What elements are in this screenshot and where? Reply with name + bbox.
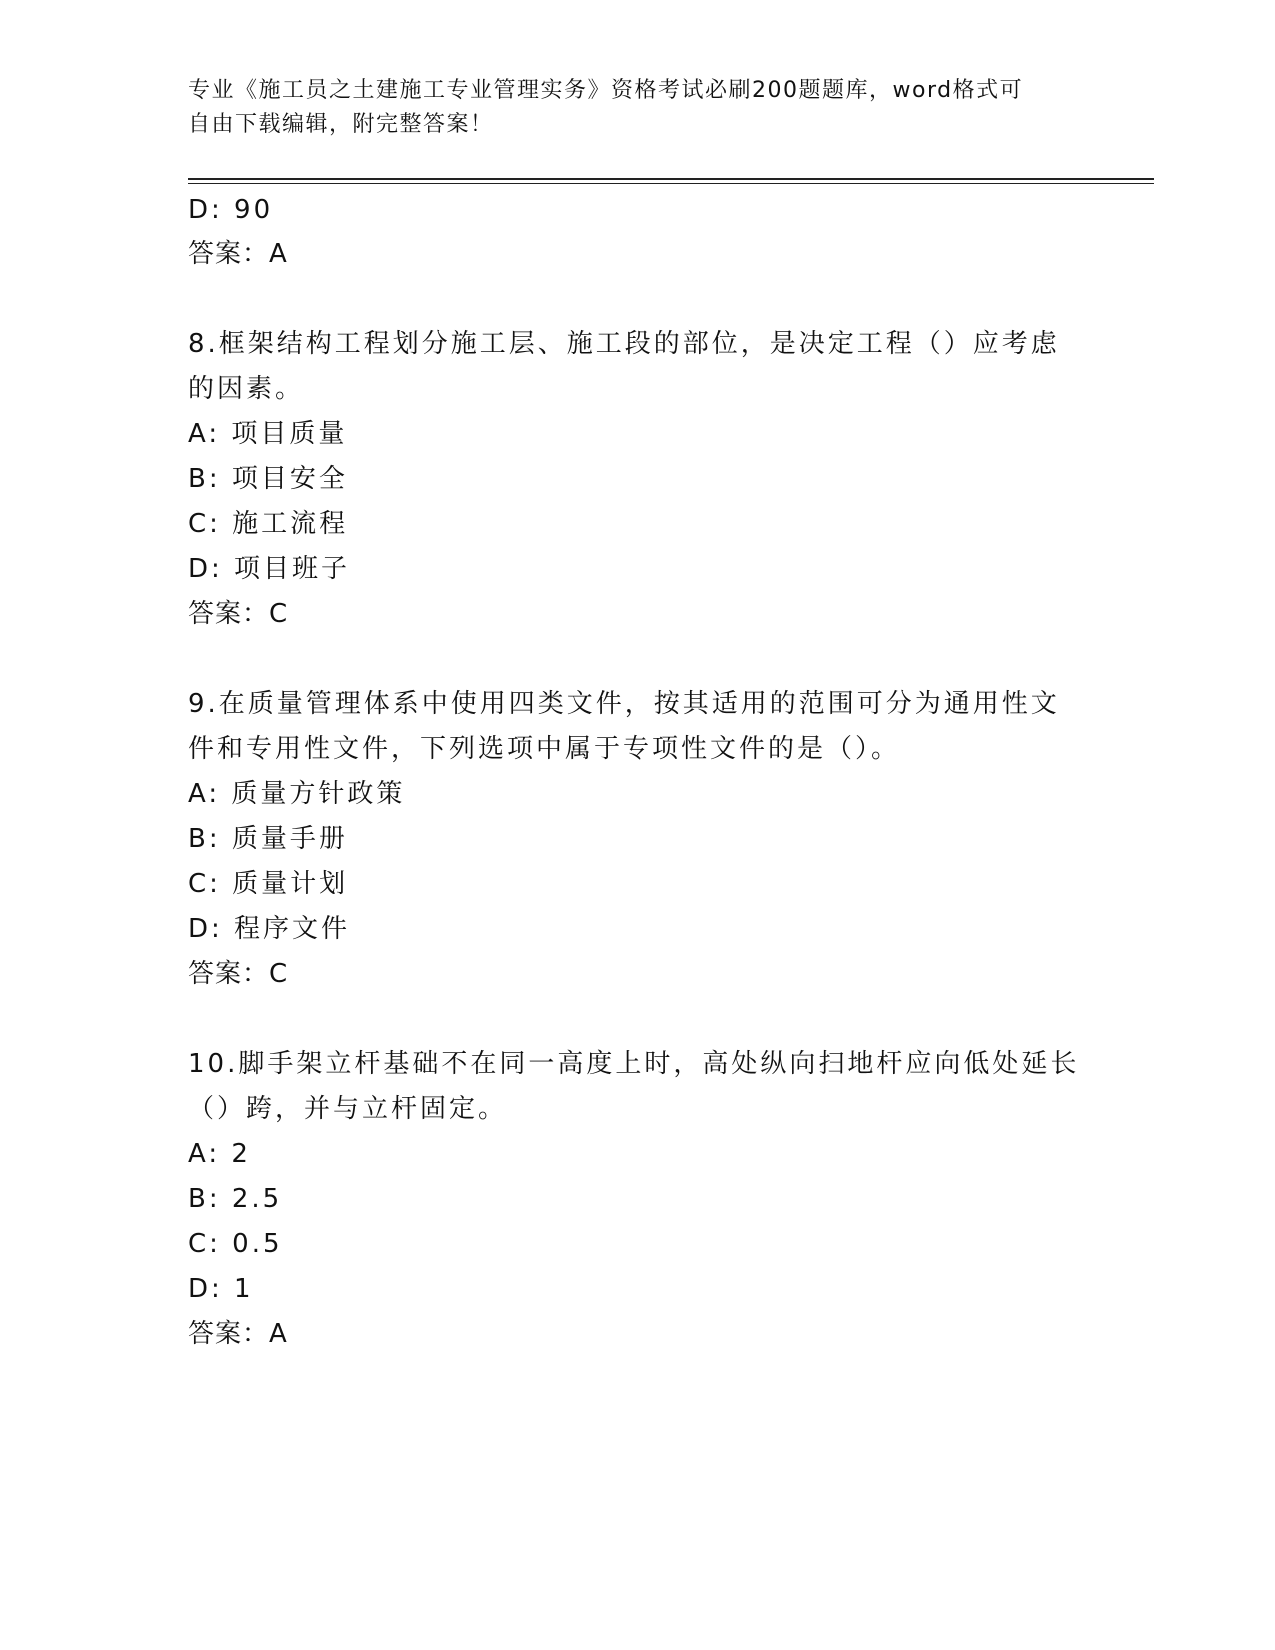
question-9-line-1: 9.在质量管理体系中使用四类文件，按其适用的范围可分为通用性文 — [188, 689, 1060, 719]
question-9-option-d: D: 程序文件 — [188, 914, 351, 944]
header-divider-thick — [188, 178, 1154, 180]
question-8-option-a: A: 项目质量 — [188, 419, 348, 449]
question-10-option-a: A: 2 — [188, 1139, 251, 1169]
document-header — [188, 74, 1068, 142]
header-title-line-2: 自由下载编辑，附完整答案！ — [188, 112, 494, 137]
question-9-line-2: 件和专用性文件，下列选项中属于专项性文件的是（）。 — [188, 734, 901, 764]
question-10-option-d: D: 1 — [188, 1274, 254, 1304]
prev-option-d: D: 90 — [188, 195, 274, 225]
question-8-answer: 答案：C — [188, 599, 289, 629]
question-8-option-c: C: 施工流程 — [188, 509, 349, 539]
question-8-line-1: 8.框架结构工程划分施工层、施工段的部位，是决定工程（）应考虑 — [188, 329, 1060, 359]
header-divider-thin — [188, 183, 1154, 184]
question-9-option-b: B: 质量手册 — [188, 824, 348, 854]
question-10-option-c: C: 0.5 — [188, 1229, 283, 1259]
question-10-line-2: （）跨，并与立杆固定。 — [188, 1094, 508, 1124]
question-8-option-b: B: 项目安全 — [188, 464, 348, 494]
question-10-option-b: B: 2.5 — [188, 1184, 283, 1214]
question-9-option-c: C: 质量计划 — [188, 869, 349, 899]
question-8-line-2: 的因素。 — [188, 374, 305, 404]
header-title-line-1: 专业《施工员之土建施工专业管理实务》资格考试必刷200题题库，word格式可 — [188, 78, 1024, 103]
question-10-line-1: 10.脚手架立杆基础不在同一高度上时，高处纵向扫地杆应向低处延长 — [188, 1049, 1080, 1079]
question-8-option-d: D: 项目班子 — [188, 554, 351, 584]
prev-answer: 答案：A — [188, 239, 288, 269]
question-10-answer: 答案：A — [188, 1319, 288, 1349]
question-9-option-a: A: 质量方针政策 — [188, 779, 406, 809]
question-9-answer: 答案：C — [188, 959, 289, 989]
